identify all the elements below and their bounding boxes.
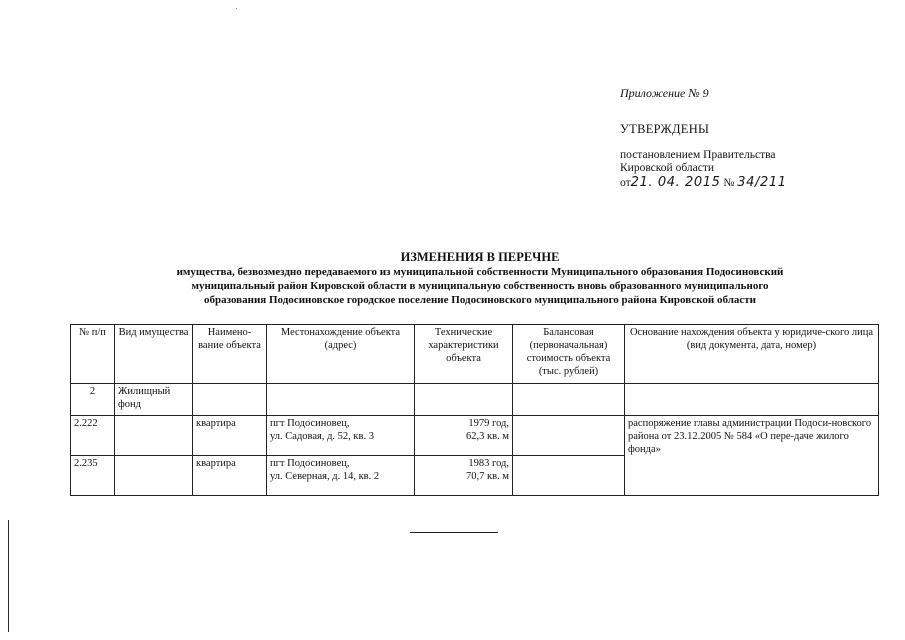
column-header: Местонахождение объекта (адрес) bbox=[267, 325, 415, 384]
empty-cell bbox=[415, 384, 513, 416]
column-header: Вид имущества bbox=[115, 325, 193, 384]
empty-cell bbox=[513, 384, 625, 416]
scan-artifact-line bbox=[8, 520, 9, 632]
row-type bbox=[115, 416, 193, 456]
row-value bbox=[513, 416, 625, 456]
date-prefix: от bbox=[620, 177, 631, 189]
heading-subtitle-line3: образования Подосиновское городское поселение Подосиновского муниципального района Кировской области bbox=[203, 294, 757, 306]
column-header: № п/п bbox=[71, 325, 115, 384]
column-header: Основание нахождения объекта у юридиче-ского лица (вид документа, дата, номер) bbox=[625, 325, 879, 384]
number-prefix: № bbox=[723, 177, 735, 189]
scan-artifact-dot bbox=[236, 8, 237, 9]
address-line1: пгт Подосиновец, bbox=[270, 418, 350, 429]
row-number: 2.222 bbox=[71, 416, 115, 456]
address-line2: ул. Северная, д. 14, кв. 2 bbox=[270, 471, 380, 482]
empty-cell bbox=[193, 384, 267, 416]
tech-line2: 62,3 кв. м bbox=[466, 431, 509, 442]
document-heading bbox=[80, 250, 880, 307]
handwritten-number: 34/211 bbox=[737, 175, 787, 190]
empty-cell bbox=[625, 384, 879, 416]
approved-by bbox=[620, 149, 860, 175]
section-type-line2: фонд bbox=[118, 399, 142, 410]
column-header: Балансовая (первоначальная) стоимость объекта (тыс. рублей) bbox=[513, 325, 625, 384]
section-row bbox=[71, 384, 879, 416]
approval-reference bbox=[620, 175, 860, 191]
row-tech bbox=[415, 456, 513, 496]
tech-line1: 1983 год, bbox=[468, 458, 509, 469]
appendix-block bbox=[620, 86, 860, 191]
address-line1: пгт Подосиновец, bbox=[270, 458, 350, 469]
row-address bbox=[267, 456, 415, 496]
property-table bbox=[70, 324, 879, 496]
appendix-title: Приложение № 9 bbox=[620, 86, 709, 100]
row-address bbox=[267, 416, 415, 456]
approved-label: УТВЕРЖДЕНЫ bbox=[620, 122, 710, 136]
row-number: 2.235 bbox=[71, 456, 115, 496]
footer-rule bbox=[410, 532, 498, 533]
tech-line2: 70,7 кв. м bbox=[466, 471, 509, 482]
table-row bbox=[71, 416, 879, 456]
handwritten-date: 21. 04. 2015 bbox=[630, 175, 721, 190]
row-value bbox=[513, 456, 625, 496]
section-number: 2 bbox=[71, 384, 115, 416]
column-header: Наимено-вание объекта bbox=[193, 325, 267, 384]
section-type bbox=[115, 384, 193, 416]
tech-line1: 1979 год, bbox=[468, 418, 509, 429]
column-header: Технические характеристики объекта bbox=[415, 325, 513, 384]
row-name: квартира bbox=[193, 416, 267, 456]
approved-by-line2: Кировской области bbox=[620, 162, 715, 174]
approved-by-line1: постановлением Правительства bbox=[620, 149, 776, 161]
heading-subtitle-line1: имущества, безвозмездно передаваемого из муниципальной собственности Муниципального образования Подосиновский bbox=[176, 266, 784, 278]
heading-subtitle-line2: муниципальный район Кировской области в муниципальную собственность вновь образованного муниципального bbox=[191, 280, 769, 292]
row-tech bbox=[415, 416, 513, 456]
row-basis: распоряжение главы администрации Подоси-новского района от 23.12.2005 № 584 «О пере-даче жилого фонда» bbox=[625, 416, 879, 496]
address-line2: ул. Садовая, д. 52, кв. 3 bbox=[270, 431, 374, 442]
row-name: квартира bbox=[193, 456, 267, 496]
section-type-line1: Жилищный bbox=[118, 386, 171, 397]
empty-cell bbox=[267, 384, 415, 416]
heading-title: ИЗМЕНЕНИЯ В ПЕРЕЧНЕ bbox=[400, 250, 560, 264]
table-header-row bbox=[71, 325, 879, 384]
row-type bbox=[115, 456, 193, 496]
